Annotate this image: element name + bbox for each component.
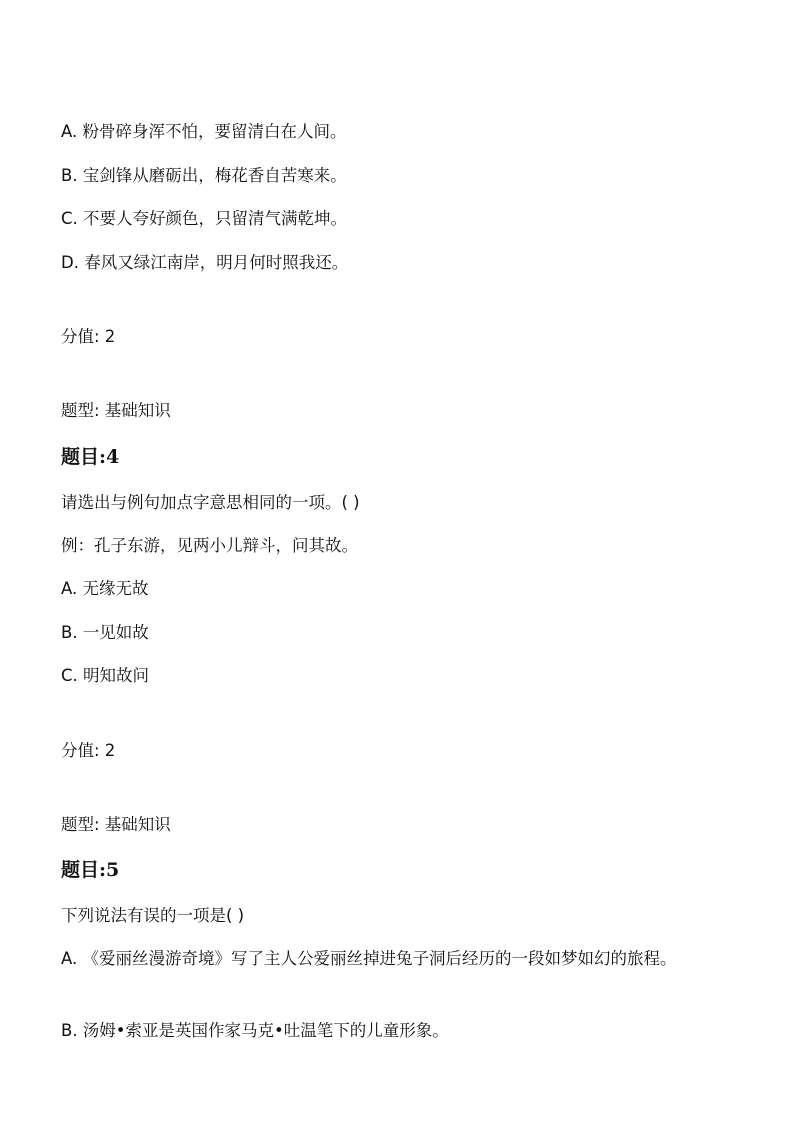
q5-heading: 题目:5 [61, 859, 120, 881]
q4-option-a: A. 无缘无故 [61, 579, 149, 598]
q3-score: 分值: 2 [61, 327, 116, 346]
q5-option-b: B. 汤姆•索亚是英国作家马克•吐温笔下的儿童形象。 [61, 1021, 449, 1040]
q4-type: 题型: 基础知识 [61, 815, 171, 834]
q3-option-b: B. 宝剑锋从磨砺出，梅花香自苦寒来。 [61, 166, 347, 185]
q3-option-c: C. 不要人夸好颜色，只留清气满乾坤。 [61, 209, 348, 228]
q3-option-d: D. 春风又绿江南岸，明月何时照我还。 [61, 253, 349, 272]
q5-option-a: A. 《爱丽丝漫游奇境》写了主人公爱丽丝掉进兔子洞后经历的一段如梦如幻的旅程。 [61, 949, 677, 968]
q4-heading: 题目:4 [61, 446, 120, 468]
q4-example: 例：孔子东游，见两小儿辩斗，问其故。 [61, 536, 358, 555]
q3-type: 题型: 基础知识 [61, 401, 171, 420]
q3-option-a: A. 粉骨碎身浑不怕，要留清白在人间。 [61, 122, 347, 141]
q4-score: 分值: 2 [61, 741, 116, 760]
q4-option-b: B. 一见如故 [61, 623, 149, 642]
q4-option-c: C. 明知故问 [61, 666, 150, 685]
q5-stem: 下列说法有误的一项是( ) [61, 906, 245, 925]
q4-stem: 请选出与例句加点字意思相同的一项。( ) [61, 493, 360, 512]
